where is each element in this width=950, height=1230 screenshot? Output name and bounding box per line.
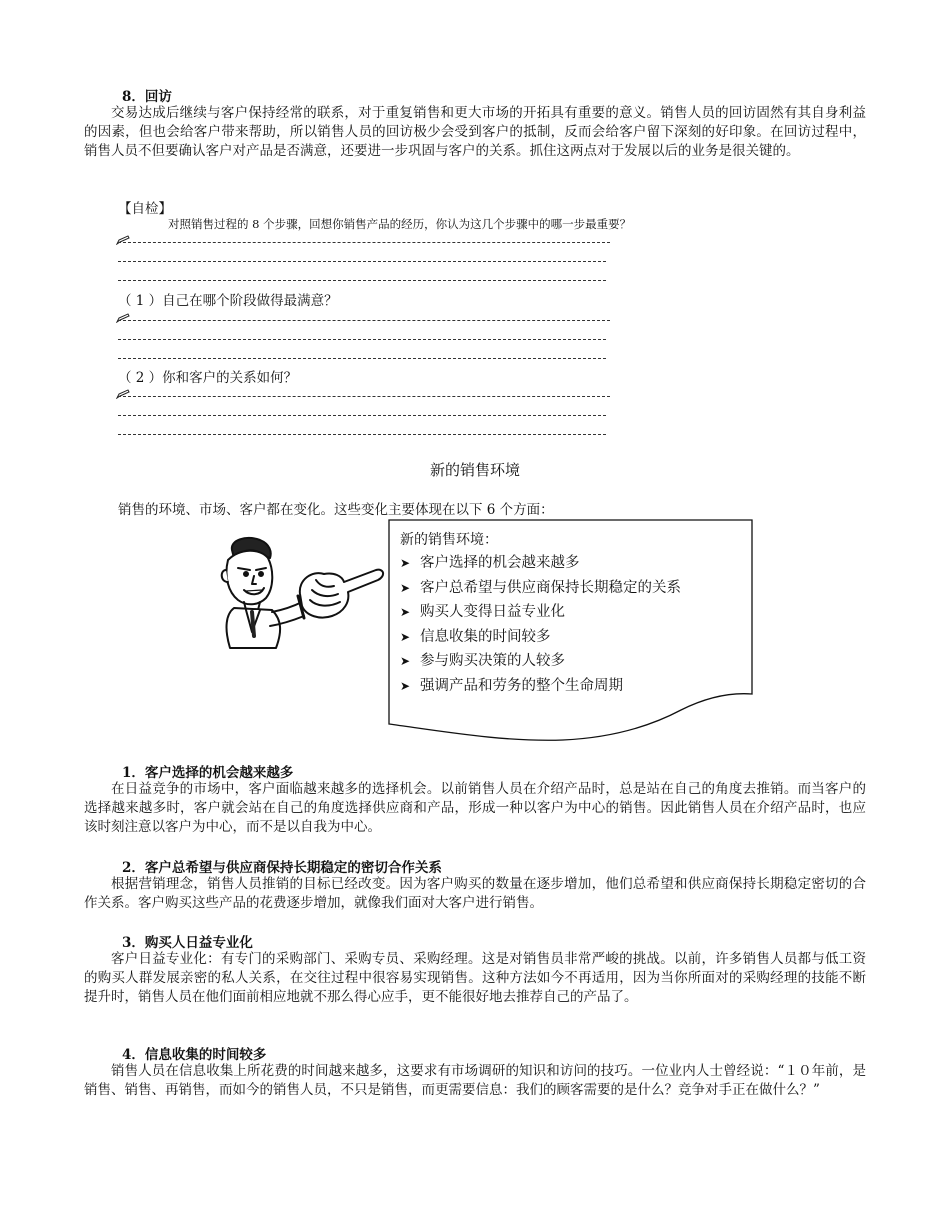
list-item: ➤ 信息收集的时间较多 <box>400 625 740 650</box>
pencil-icon <box>116 235 130 245</box>
section-8-title: 8．回访 <box>122 89 172 105</box>
point-4-title: 4．信息收集的时间较多 <box>122 1047 267 1063</box>
point-1-text: 在日益竞争的市场中，客户面临越来越多的选择机会。以前销售人员在介绍产品时，总是站在自己的角度去推销。而当客户的选择越来越多时，客户就会站在自己的角度选择供应商和产品，形成一种以客户为中心的销售。因此销售人员在介绍产品时，也应该时刻注意以客户为中心，而不是以自我为中心。 <box>84 781 866 835</box>
answer-line[interactable] <box>118 320 610 321</box>
arrow-bullet-icon: ➤ <box>400 580 411 595</box>
point-3-title: 3．购买人日益专业化 <box>122 935 253 951</box>
arrow-bullet-icon: ➤ <box>400 556 411 570</box>
arrow-bullet-icon: ➤ <box>400 629 411 644</box>
list-item: ➤ 参与购买决策的人较多 <box>400 649 740 674</box>
list-item: ➤ 强调产品和劳务的整个生命周期 <box>400 674 740 699</box>
answer-line[interactable] <box>118 396 610 397</box>
card-title: 新的销售环境： <box>400 532 498 548</box>
arrow-bullet-icon: ➤ <box>400 654 411 668</box>
section-title: 新的销售环境 <box>429 461 520 479</box>
sales-environment-card <box>400 529 740 698</box>
point-2-text: 根据营销理念，销售人员推销的目标已经改变。因为客户购买的数量在逐步增加，他们总希望和供应商保持长期稳定密切的合作关系。客户购买这些产品的花费逐步增加，就像我们面对大客户进行销售。 <box>84 876 866 911</box>
list-item: ➤ 购买人变得日益专业化 <box>400 600 740 625</box>
answer-line[interactable] <box>118 242 610 243</box>
selfcheck-title: 【自检】 <box>118 201 172 217</box>
pencil-icon <box>116 389 130 399</box>
arrow-bullet-icon: ➤ <box>400 678 411 693</box>
answer-line[interactable] <box>118 280 606 281</box>
section-8-paragraph: 交易达成后继续与客户保持经常的联系，对于重复销售和更大市场的开拓具有重要的意义。销售人员的回访固然有其自身利益的因素，但也会给客户带来帮助，所以销售人员的回访极少会受到客户的抵制，反而会给客户留下深刻的好印象。在回访过程中，销售人员不但要确认客户对产品是否满意，还要进一步巩固与客户的关系。抓住这两点对于发展以后的业务是很关键的。 <box>84 105 866 159</box>
card-list <box>400 551 740 698</box>
point-2-title: 2．客户总希望与供应商保持长期稳定的密切合作关系 <box>122 860 442 876</box>
selfcheck-prompt: 对照销售过程的 8 个步骤，回想你销售产品的经历，你认为这几个步骤中的哪一步最重要？ <box>168 217 632 231</box>
answer-line[interactable] <box>118 434 606 435</box>
pencil-icon <box>116 313 130 323</box>
arrow-bullet-icon: ➤ <box>400 605 411 619</box>
pointing-salesman-illustration <box>216 536 386 652</box>
point-4-text: 销售人员在信息收集上所花费的时间越来越多，这要求有市场调研的知识和访问的技巧。一位业内人士曾经说：“１０年前，是销售、销售、再销售，而如今的销售人员，不只是销售，而更需要信息：我们的顾客需要的是什么？竞争对手正在做什么？” <box>84 1063 866 1098</box>
selfcheck-question-2: （ 2 ）你和客户的关系如何？ <box>118 370 298 386</box>
answer-line[interactable] <box>118 358 606 359</box>
section-intro: 销售的环境、市场、客户都在变化。这些变化主要体现在以下 6 个方面： <box>118 502 554 518</box>
answer-line[interactable] <box>118 339 606 340</box>
answer-line[interactable] <box>118 415 606 416</box>
list-item: ➤ 客户总希望与供应商保持长期稳定的关系 <box>400 576 740 601</box>
selfcheck-question-1: （ 1 ）自己在哪个阶段做得最满意？ <box>118 293 338 309</box>
list-item: ➤ 客户选择的机会越来越多 <box>400 551 740 576</box>
answer-line[interactable] <box>118 261 606 262</box>
point-1-title: 1．客户选择的机会越来越多 <box>122 765 294 781</box>
point-3-text: 客户日益专业化：有专门的采购部门、采购专员、采购经理。这是对销售员非常严峻的挑战。以前，许多销售人员都与低工资的购买人群发展亲密的私人关系，在交往过程中很容易实现销售。这种方法如今不再适用，因为当你所面对的采购经理的技能不断提升时，销售人员在他们面前相应地就不那么得心应手，更不能很好地去推荐自己的产品了。 <box>84 951 866 1005</box>
